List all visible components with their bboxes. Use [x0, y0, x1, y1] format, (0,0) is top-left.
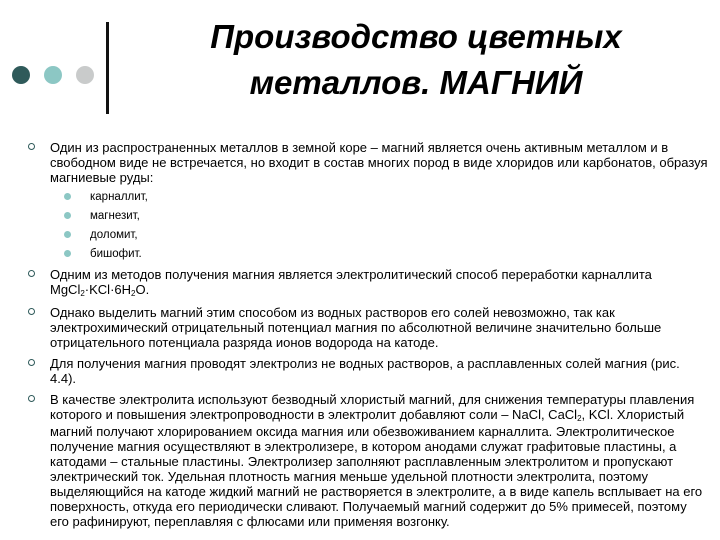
bullet-text-5: В качестве электролита используют безводный хлористый магний, для снижения температуры плавления которого и повышения электропроводности в электролит добавляют соли – NaCl, CaCl$_2$, KCl. Хлористый магний получают хлорированием оксида магния или обезвоживанием карналлита. Электролитическое получение магния осуществляют в электролизере, в котором анодами служат графитовые пластины, а катодами – стальные пластины. Электролизер заполняют расплавленным электролитом и пропускают электрический ток. Удельная плотность магния меньше удельной плотности электролита, поэтому выделяющийся на катоде жидкий магний не растворяется в электролите, а в виде капель всплывает на его поверхность, откуда его периодически сливают. Получаемый магний содержит до 5% примесей, поэтому его рафинируют, переплавляя с флюсами или применяя возгонку. [50, 392, 703, 529]
decorative-dots [12, 66, 94, 84]
ring-bullet-icon [28, 270, 35, 277]
title-divider-line [106, 22, 109, 114]
bullet-item-3 [28, 305, 708, 350]
ring-bullet-icon [28, 395, 35, 402]
ore-text: магнезит, [90, 210, 140, 222]
ring-bullet-icon [28, 143, 35, 150]
bullet-text-4: Для получения магния проводят электролиз не водных растворов, а расплавленных солей магния (рис. 4.4). [50, 356, 680, 386]
dot-bullet-icon [64, 193, 71, 200]
bullet-item-2 [28, 267, 708, 299]
slide-title [112, 14, 720, 106]
dot-bullet-icon [64, 231, 71, 238]
ore-item [64, 209, 708, 223]
dark-teal-dot [12, 66, 30, 84]
ore-text: доломит, [90, 229, 138, 241]
dot-bullet-icon [64, 212, 71, 219]
bullet-item-1 [28, 140, 708, 261]
dot-bullet-icon [64, 250, 71, 257]
ring-bullet-icon [28, 308, 35, 315]
ore-item [64, 190, 708, 204]
light-teal-dot [44, 66, 62, 84]
ore-item [64, 247, 708, 261]
ore-text: бишофит. [90, 248, 142, 260]
title-line-2: металлов. МАГНИЙ [249, 64, 583, 101]
bullet-text-1: Один из распространенных металлов в земной коре – магний является очень активным металлом и в свободном виде не встречается, но входит в состав многих пород в виде хлоридов или карбонатов, образуя магниевые руды: [50, 140, 708, 185]
bullet-text-2: Одним из методов получения магния является электролитический способ переработки карналлита $MgCl_2\cdot KCl\cdot 6H_2O$. [50, 267, 652, 298]
main-bullet-list [28, 140, 708, 529]
bullet-text-3: Однако выделить магний этим способом из водных растворов его солей невозможно, так как электрохимический отрицательный потенциал магния по абсолютной величине значительно больше отрицательного потенциала разряда ионов водорода на катоде. [50, 305, 662, 350]
bullet-item-4 [28, 356, 708, 386]
ring-bullet-icon [28, 359, 35, 366]
title-line-1: Производство цветных [210, 18, 622, 55]
ore-text: карналлит, [90, 191, 148, 203]
ores-sublist [50, 190, 708, 261]
bullet-item-5 [28, 392, 708, 529]
slide-content [28, 140, 708, 535]
ore-item [64, 228, 708, 242]
gray-dot [76, 66, 94, 84]
